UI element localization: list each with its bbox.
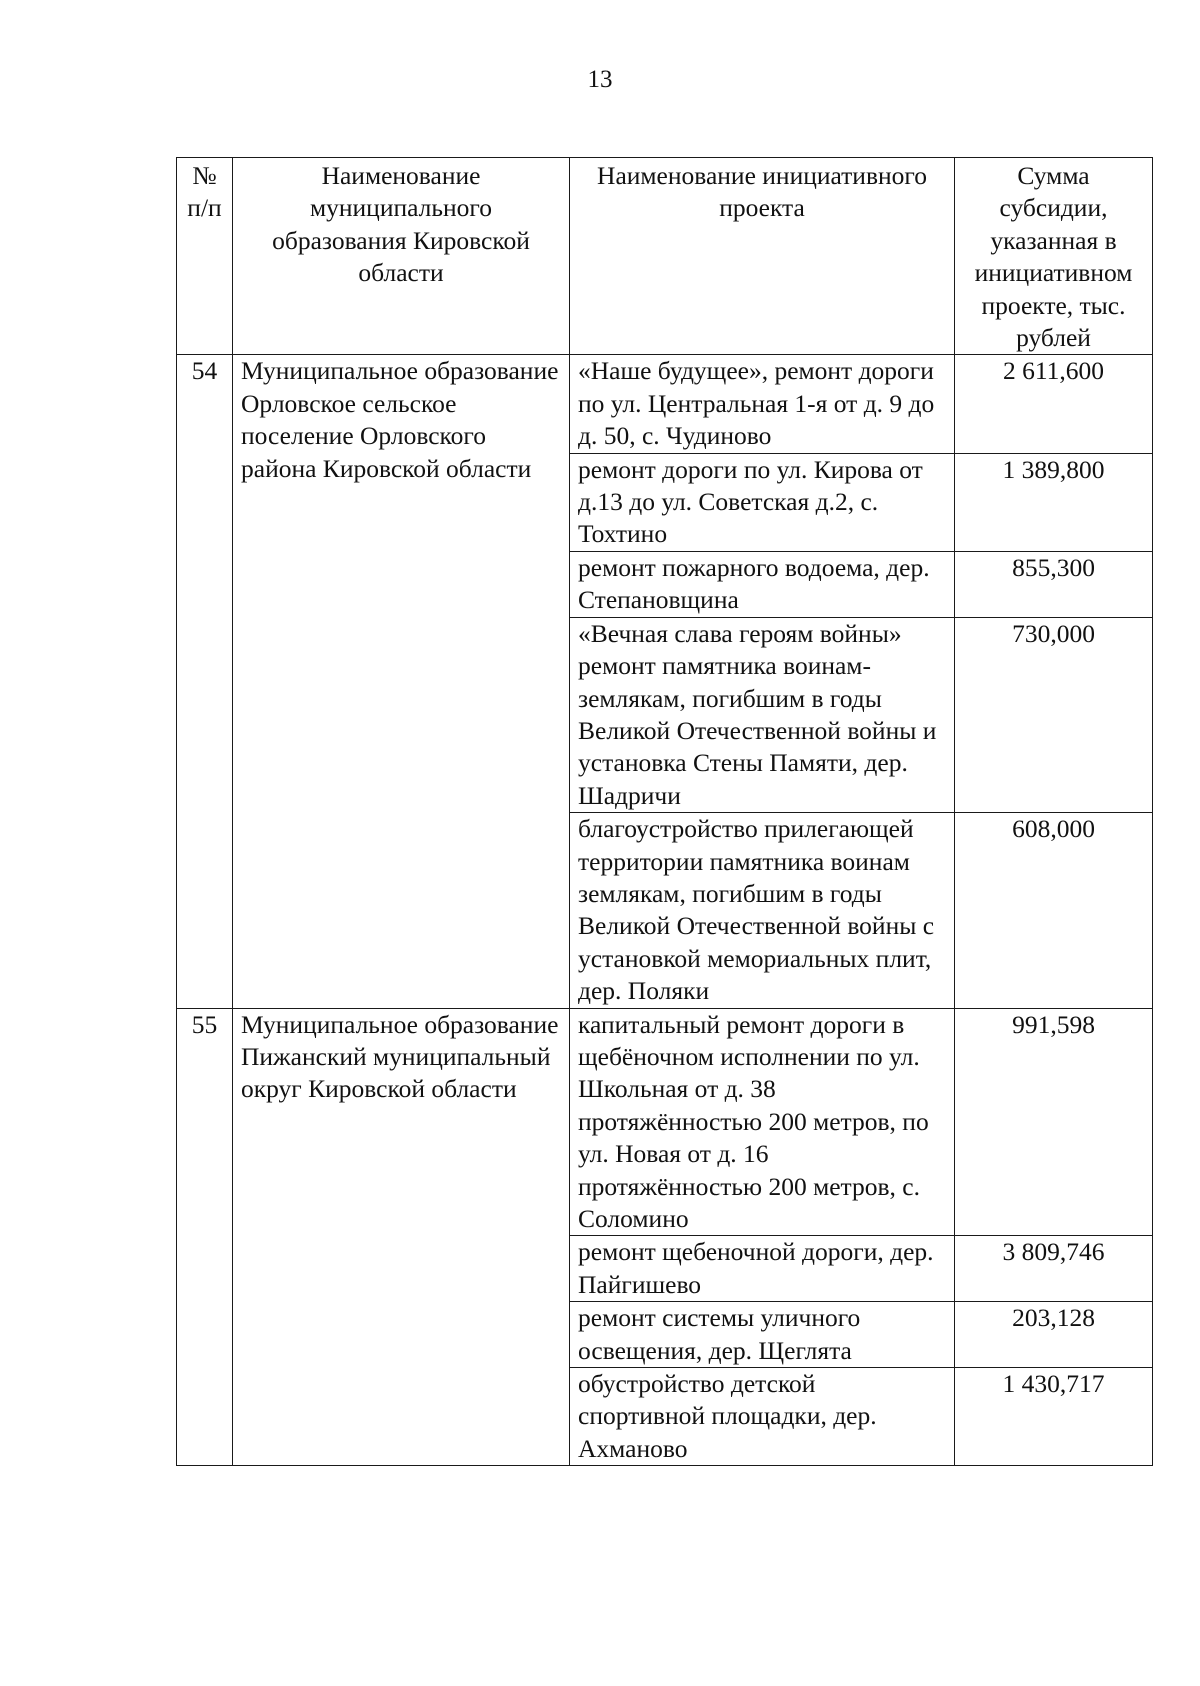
- project-name: «Вечная слава героям войны» ремонт памятника воинам-землякам, погибшим в годы Великой Отечественной войны и установка Стены Памяти, дер. Шадричи: [570, 617, 955, 812]
- subsidy-table: [176, 157, 1153, 1466]
- project-name: ремонт дороги по ул. Кирова от д.13 до ул. Советская д.2, с. Тохтино: [570, 453, 955, 551]
- project-name: ремонт системы уличного освещения, дер. Щеглята: [570, 1302, 955, 1368]
- project-name: обустройство детской спортивной площадки, дер. Ахманово: [570, 1368, 955, 1466]
- header-num: № п/п: [177, 158, 233, 355]
- municipality-name: Муниципальное образование Пижанский муниципальный округ Кировской области: [233, 1008, 570, 1466]
- header-sum: Сумма субсидии, указанная в инициативном проекте, тыс. рублей: [955, 158, 1153, 355]
- project-name: благоустройство прилегающей территории памятника воинам землякам, погибшим в годы Великой Отечественной войны с установкой мемориальных плит, дер. Поляки: [570, 813, 955, 1008]
- table-row: [177, 355, 1153, 453]
- subsidy-sum: 3 809,746: [955, 1236, 1153, 1302]
- project-name: ремонт пожарного водоема, дер. Степановщина: [570, 551, 955, 617]
- project-name: «Наше будущее», ремонт дороги по ул. Центральная 1-я от д. 9 до д. 50, с. Чудиново: [570, 355, 955, 453]
- subsidy-sum: 855,300: [955, 551, 1153, 617]
- municipality-name: Муниципальное образование Орловское сельское поселение Орловского района Кировской области: [233, 355, 570, 1008]
- header-project: Наименование инициативного проекта: [570, 158, 955, 355]
- table-row: [177, 1008, 1153, 1236]
- subsidy-sum: 991,598: [955, 1008, 1153, 1236]
- header-municipality: Наименование муниципального образования Кировской области: [233, 158, 570, 355]
- subsidy-sum: 608,000: [955, 813, 1153, 1008]
- page-number: 13: [587, 66, 613, 93]
- subsidy-sum: 1 430,717: [955, 1368, 1153, 1466]
- subsidy-sum: 730,000: [955, 617, 1153, 812]
- row-number: 54: [177, 355, 233, 1008]
- project-name: капитальный ремонт дороги в щебёночном исполнении по ул. Школьная от д. 38 протяжённостью 200 метров, по ул. Новая от д. 16 протяжённостью 200 метров, с. Соломино: [570, 1008, 955, 1236]
- subsidy-sum: 203,128: [955, 1302, 1153, 1368]
- row-number: 55: [177, 1008, 233, 1466]
- subsidy-sum: 2 611,600: [955, 355, 1153, 453]
- project-name: ремонт щебеночной дороги, дер. Пайгишево: [570, 1236, 955, 1302]
- subsidy-sum: 1 389,800: [955, 453, 1153, 551]
- table-header-row: [177, 158, 1153, 355]
